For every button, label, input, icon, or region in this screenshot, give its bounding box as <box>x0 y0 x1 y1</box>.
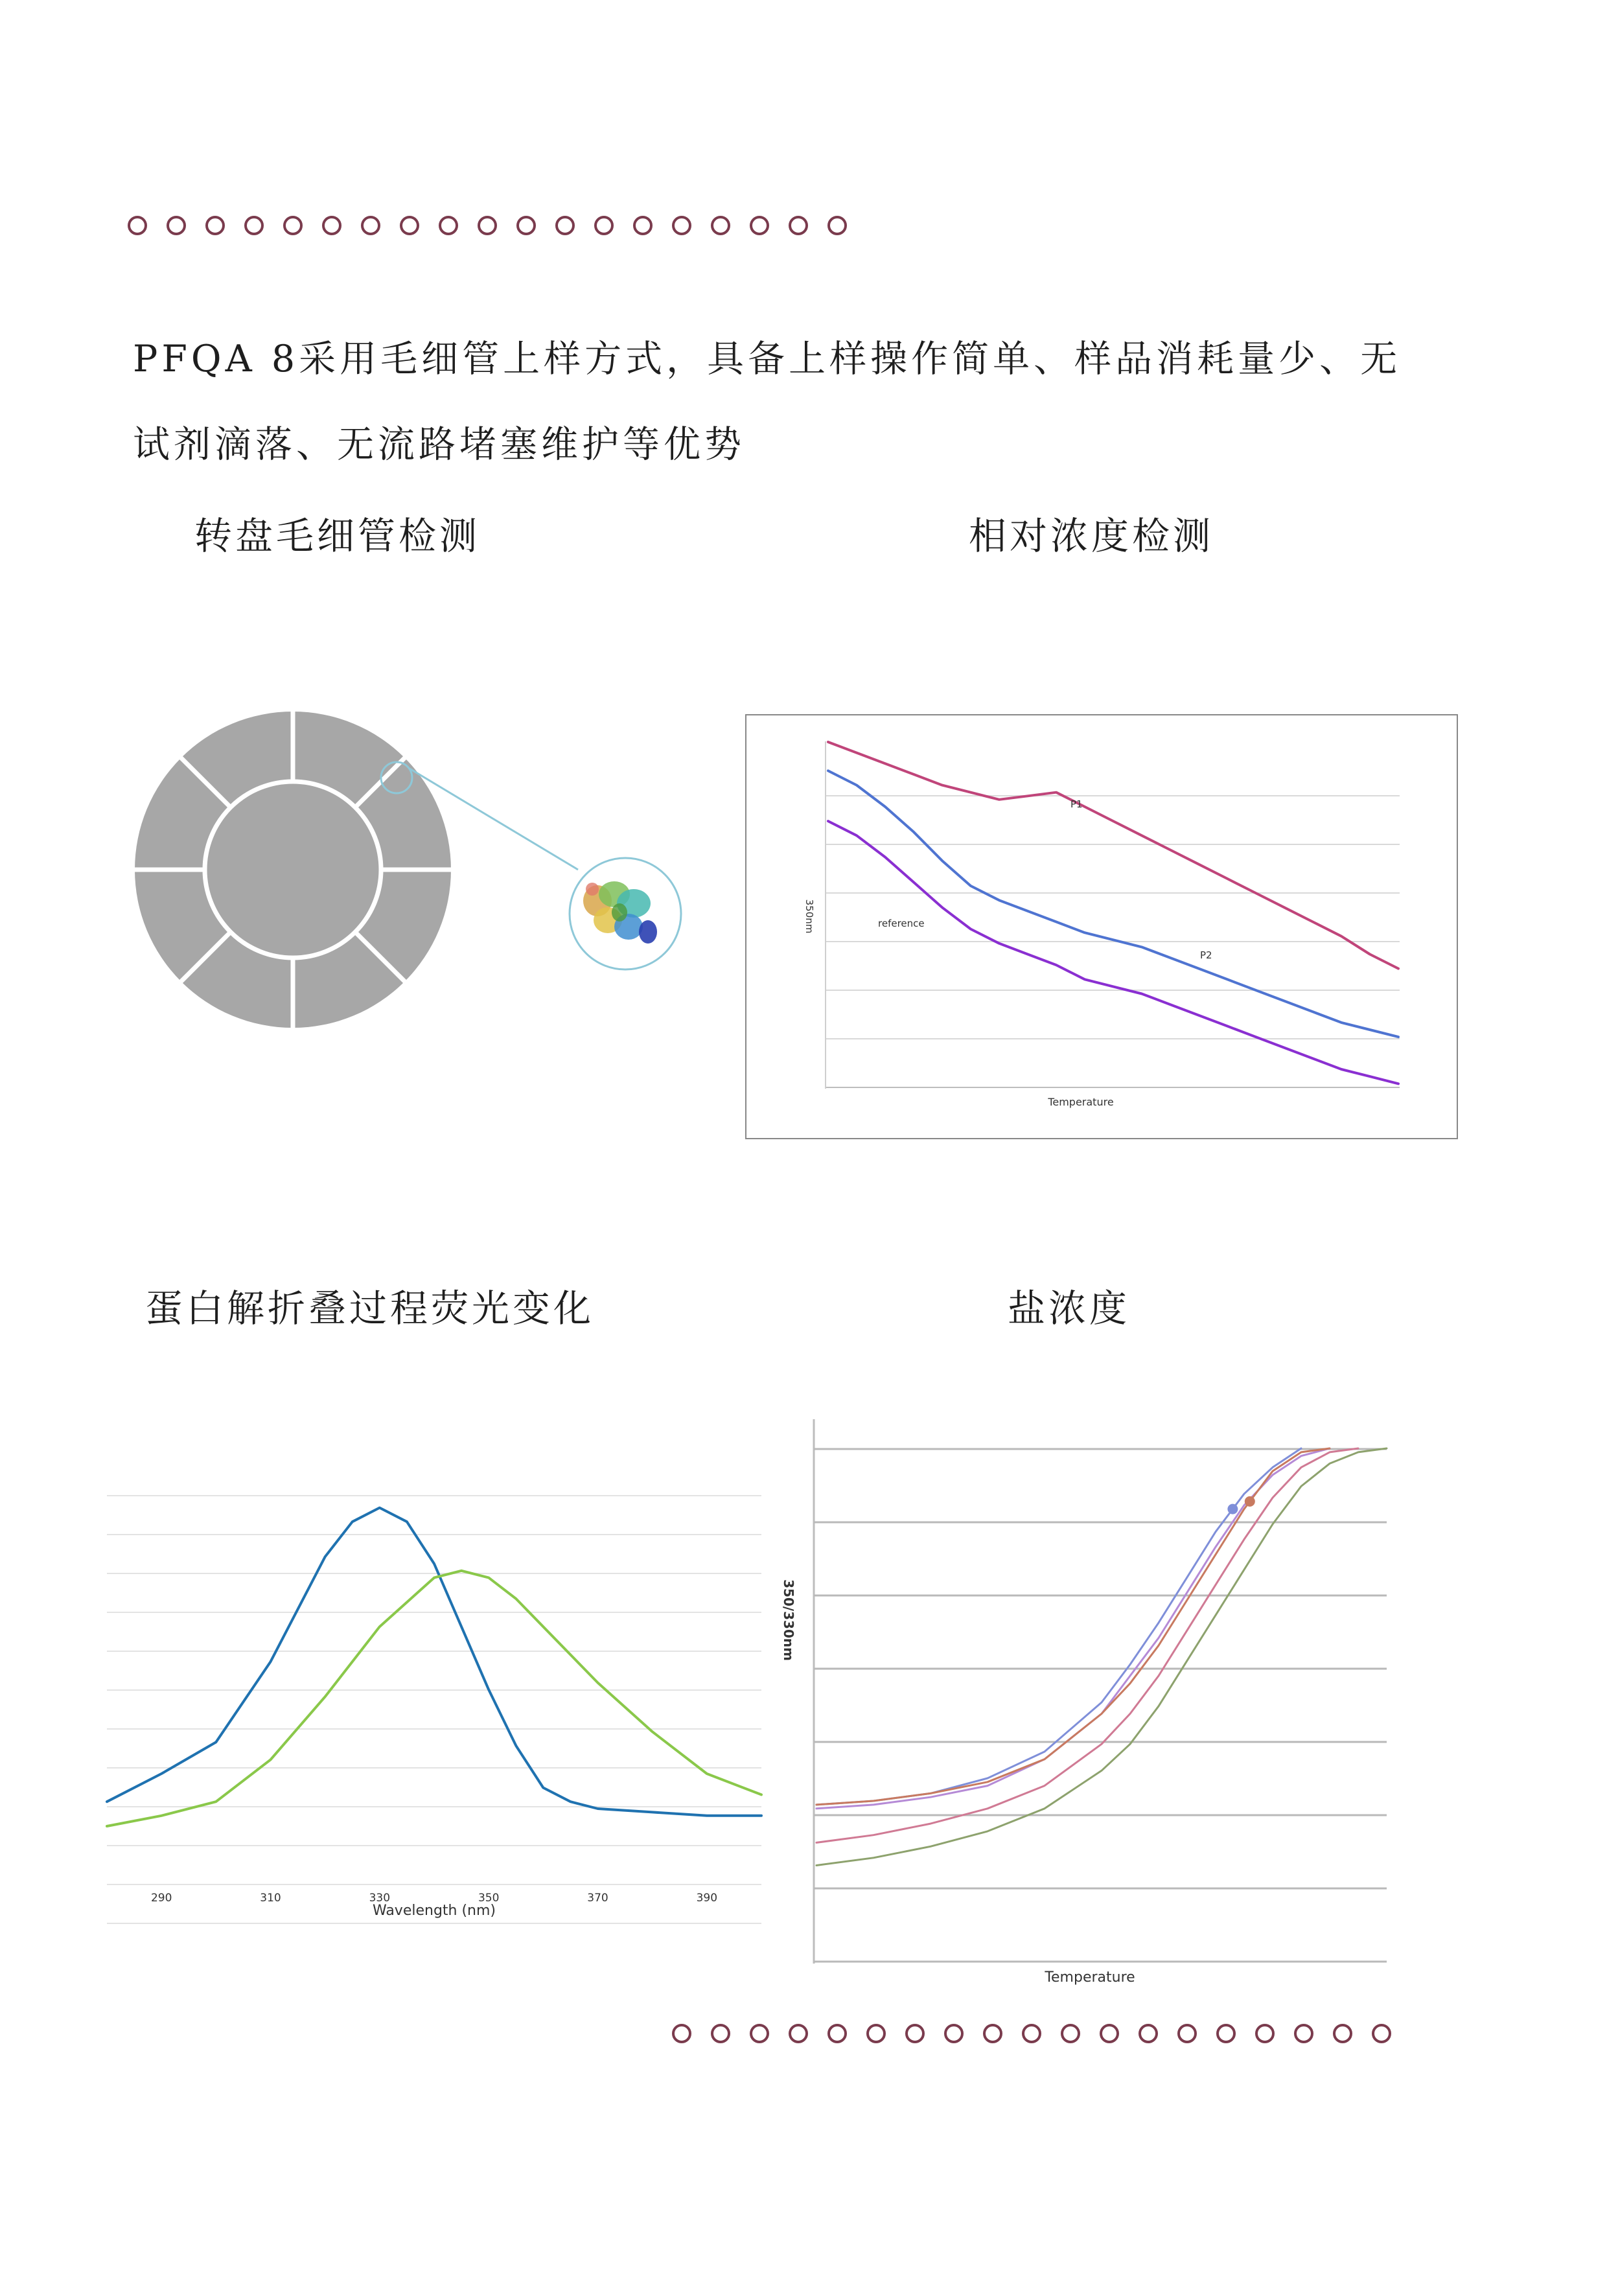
decorative-dot <box>594 216 614 235</box>
decorative-dot <box>439 216 458 235</box>
decorative-dot <box>555 216 575 235</box>
chart3-marker <box>1227 1504 1238 1514</box>
decorative-dot <box>827 2024 847 2043</box>
decorative-dot <box>905 2024 925 2043</box>
decorative-dot <box>283 216 303 235</box>
heading-unfolding-fluorescence: 蛋白解折叠过程荧光变化 <box>145 1286 595 1330</box>
intro-line-2: 试剂滴落、无流路堵塞维护等优势 <box>133 423 745 466</box>
chart2-xlabel: Wavelength (nm) <box>372 1903 496 1919</box>
chart3-series <box>816 1448 1387 1866</box>
chart2-x-tick-label: 310 <box>260 1892 281 1905</box>
decorative-dot <box>1216 2024 1236 2043</box>
decorative-dot <box>983 2024 1002 2043</box>
decorative-dot <box>1372 2024 1391 2043</box>
decorative-dot <box>400 216 419 235</box>
fluorescence-spectrum-chart <box>107 1478 765 1944</box>
decorative-dot <box>1061 2024 1080 2043</box>
chart2-series <box>107 1508 761 1826</box>
chart2-x-tick-label: 350 <box>478 1892 500 1905</box>
decorative-dot <box>244 216 264 235</box>
heading-salt-concentration: 盐浓度 <box>1008 1286 1131 1330</box>
decorative-dot <box>827 216 847 235</box>
heading-relative-concentration: 相对浓度检测 <box>969 514 1214 558</box>
decorative-dot <box>750 2024 769 2043</box>
decorative-dot <box>711 2024 730 2043</box>
chart3-series-4 <box>816 1448 1358 1842</box>
decorative-dot <box>1100 2024 1119 2043</box>
chart2-gridlines <box>107 1496 761 1923</box>
chart2-x-tick-label: 390 <box>696 1892 718 1905</box>
chart1-frame <box>746 715 1457 1139</box>
decorative-dot <box>361 216 380 235</box>
decorative-dot <box>750 216 769 235</box>
chart1-xlabel: Temperature <box>1048 1096 1114 1108</box>
intro-line-1: PFQA 8采用毛细管上样方式，具备上样操作简单、样品消耗量少、无 <box>133 338 1402 380</box>
relative-concentration-chart <box>745 714 1458 1139</box>
carousel-inner-hub <box>205 782 381 958</box>
chart3-series-1 <box>816 1448 1301 1805</box>
chart2-x-tick-label: 290 <box>150 1892 172 1905</box>
decorative-dot <box>866 2024 886 2043</box>
decorative-dot <box>789 2024 808 2043</box>
decorative-dot <box>711 216 730 235</box>
chart3-xlabel: Temperature <box>1045 1969 1135 1986</box>
decorative-dot <box>633 216 653 235</box>
decorative-dot <box>1022 2024 1041 2043</box>
heading-carousel: 转盘毛细管检测 <box>194 514 481 558</box>
chart1-annotation-p2: P2 <box>1200 949 1212 961</box>
decorative-dot <box>128 216 147 235</box>
chart3-series-5 <box>816 1448 1387 1866</box>
decorative-dot <box>1294 2024 1313 2043</box>
chart1-annotation-p1: P1 <box>1070 798 1083 810</box>
intro-paragraph <box>133 316 1500 487</box>
decorative-dot <box>789 216 808 235</box>
chart2-series-2 <box>107 1571 761 1826</box>
chart2-x-tick-label: 370 <box>587 1892 608 1905</box>
salt-concentration-chart <box>771 1413 1393 1986</box>
decorative-dot <box>672 216 691 235</box>
chart1-annotation-reference: reference <box>878 918 925 929</box>
decorative-dots-bottom <box>672 2024 1391 2043</box>
decorative-dot <box>672 2024 691 2043</box>
decorative-dot <box>1255 2024 1275 2043</box>
decorative-dot <box>205 216 225 235</box>
decorative-dot <box>167 216 186 235</box>
decorative-dot <box>322 216 341 235</box>
chart2-x-tick-label: 330 <box>369 1892 391 1905</box>
decorative-dot <box>478 216 497 235</box>
decorative-dot <box>944 2024 964 2043</box>
chart3-ylabel: 350/330nm <box>781 1579 796 1661</box>
decorative-dot <box>1177 2024 1197 2043</box>
chart2-series-1 <box>107 1508 761 1816</box>
decorative-dot <box>1333 2024 1352 2043</box>
decorative-dot <box>516 216 536 235</box>
chart3-marker <box>1245 1496 1255 1507</box>
capillary-carousel-diagram <box>130 706 700 1037</box>
chart3-gridlines <box>814 1449 1387 1962</box>
chart1-ylabel: 350nm <box>804 899 815 934</box>
decorative-dot <box>1139 2024 1158 2043</box>
decorative-dots-top <box>128 216 847 235</box>
